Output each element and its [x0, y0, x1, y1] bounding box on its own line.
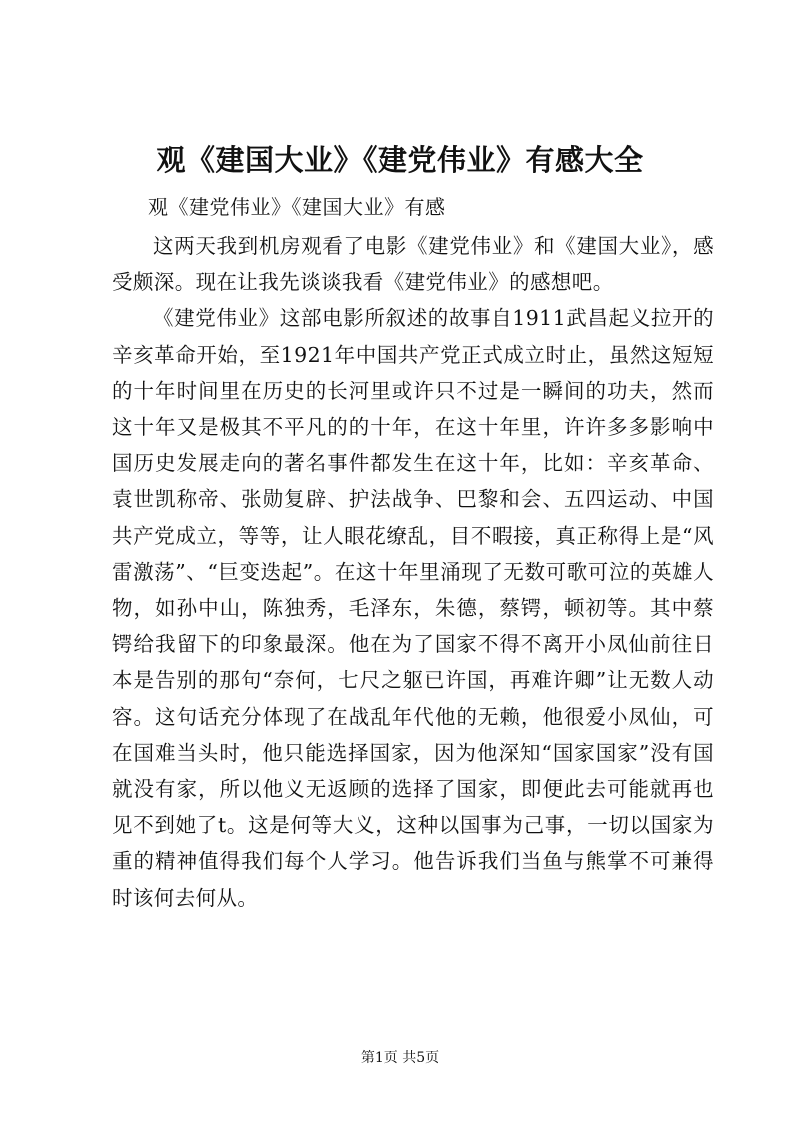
document-title: 观《建国大业》《建党伟业》有感大全: [156, 143, 644, 177]
paragraph: 这两天我到机房观看了电影《建党伟业》和《建国大业》，感受颇深。现在让我先谈谈我看《建党伟业》的感想吧。: [112, 234, 714, 295]
paragraph: 《建党伟业》这部电影所叙述的故事自1911武昌起义拉开的辛亥革命开始，至1921年中国共产党正式成立时止，虽然这短短的十年时间里在历史的长河里或许只不过是一瞬间的功夫，然而这十年又是极其不平凡的的十年，在这十年里，许许多多影响中国历史发展走向的著名事件都发生在这十年，比如：辛亥革命、袁世凯称帝、张勋复辟、护法战争、巴黎和会、五四运动、中国共产党成立，等等，让人眼花缭乱，目不暇接，真正称得上是“风雷激荡”、“巨变迭起”。在这十年里涌现了无数可歌可泣的英雄人物，如孙中山，陈独秀，毛泽东，朱德，蔡锷，顿初等。其中蔡锷给我留下的印象最深。他在为了国家不得不离开小凤仙前往日本是告别的那句“奈何，七尺之躯已许国，再难许卿”让无数人动容。这句话充分体现了在战乱年代他的无赖，他很爱小凤仙，可在国难当头时，他只能选择国家，因为他深知“国家国家”没有国就没有家，所以他义无返顾的选择了国家，即便此去可能就再也见不到她了t。这是何等大义，这种以国事为己事，一切以国家为重的精神值得我们每个人学习。他告诉我们当鱼与熊掌不可兼得时该何去何从。: [112, 306, 714, 910]
document-body: [112, 228, 714, 916]
page-number-footer: 第1页 共5页: [360, 1050, 440, 1066]
document-subtitle: 观《建党伟业》《建国大业》有感: [148, 195, 446, 219]
